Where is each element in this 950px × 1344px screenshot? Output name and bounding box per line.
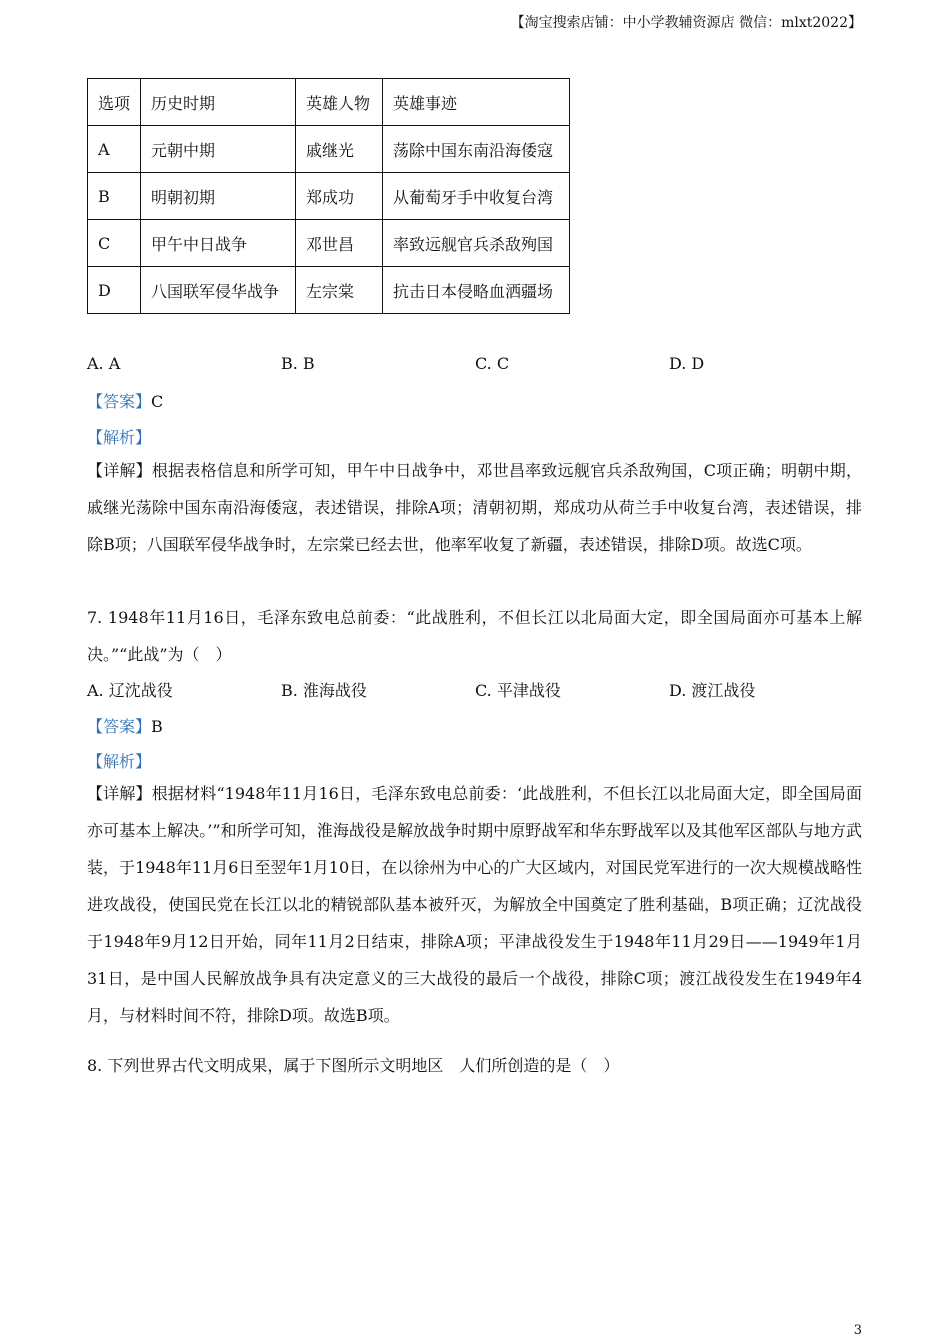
- table-cell: 八国联军侵华战争: [141, 267, 296, 314]
- answer-value: B: [151, 717, 163, 736]
- table-row: [88, 173, 570, 220]
- q7-option-b: B. 淮海战役: [281, 681, 367, 700]
- table-cell: 甲午中日战争: [141, 220, 296, 267]
- q6-option-d: D. D: [669, 354, 705, 373]
- q7-options: [87, 678, 867, 702]
- table-cell: 郑成功: [296, 173, 383, 220]
- q6-answer: [87, 389, 163, 412]
- q6-detail: [87, 452, 862, 563]
- table-cell: 元朝中期: [141, 126, 296, 173]
- table-cell: 邓世昌: [296, 220, 383, 267]
- table-header-cell: 历史时期: [141, 79, 296, 126]
- detail-tag: 【详解】: [87, 461, 152, 480]
- table-cell: B: [88, 173, 141, 220]
- table-cell: A: [88, 126, 141, 173]
- table-cell: 从葡萄牙手中收复台湾: [383, 173, 570, 220]
- q7-detail: [87, 775, 862, 1034]
- q6-option-b: B. B: [281, 354, 315, 373]
- table-header-cell: 英雄事迹: [383, 79, 570, 126]
- detail-text: 根据表格信息和所学可知，甲午中日战争中，邓世昌率致远舰官兵杀敌殉国，C项正确；明朝中期，戚继光荡除中国东南沿海倭寇，表述错误，排除A项；清朝初期，郑成功从荷兰手中收复台湾，表述错误，排除B项；八国联军侵华战争时，左宗棠已经去世，他率军收复了新疆，表述错误，排除D项。故选C项。: [87, 461, 862, 554]
- q7-question: 7. 1948年11月16日，毛泽东致电总前委：“此战胜利，不但长江以北局面大定，即全国局面亦可基本上解决。”“此战”为（ ）: [87, 608, 862, 664]
- page-number: 3: [853, 1323, 862, 1338]
- q7-option-c: C. 平津战役: [475, 681, 561, 700]
- table-cell: 荡除中国东南沿海倭寇: [383, 126, 570, 173]
- options-table: [87, 78, 570, 314]
- table-header-row: [88, 79, 570, 126]
- answer-tag: 【答案】: [87, 392, 152, 411]
- table-row: [88, 126, 570, 173]
- table-cell: 明朝初期: [141, 173, 296, 220]
- table-header-cell: 选项: [88, 79, 141, 126]
- q8-question: 8. 下列世界古代文明成果，属于下图所示文明地区 人们所创造的是（ ）: [87, 1056, 620, 1075]
- table-row: [88, 267, 570, 314]
- header-note: 【淘宝搜索店铺：中小学教辅资源店 微信：mlxt2022】: [510, 15, 862, 31]
- table-cell: 抗击日本侵略血洒疆场: [383, 267, 570, 314]
- table-header-cell: 英雄人物: [296, 79, 383, 126]
- answer-value: C: [151, 392, 164, 411]
- q7-option-d: D. 渡江战役: [669, 681, 756, 700]
- q7-answer: [87, 714, 163, 737]
- q7-analysis-tag: 【解析】: [87, 752, 152, 771]
- table-cell: C: [88, 220, 141, 267]
- q6-option-a: A. A: [87, 354, 121, 373]
- q6-analysis-tag: 【解析】: [87, 428, 152, 447]
- table-cell: 左宗棠: [296, 267, 383, 314]
- detail-tag: 【详解】: [87, 784, 152, 803]
- detail-text: 根据材料“1948年11月16日，毛泽东致电总前委：‘此战胜利，不但长江以北局面大定，即全国局面亦可基本上解决。’”和所学可知，淮海战役是解放战争时期中原野战军和华东野战军以及其他军区部队与地方武装，于1948年11月6日至翌年1月10日，在以徐州为中心的广大区域内，对国民党军进行的一次大规模战略性进攻战役，使国民党在长江以北的精锐部队基本被歼灭，为解放全中国奠定了胜利基础，B项正确；辽沈战役于1948年9月12日开始，同年11月2日结束，排除A项；平津战役发生于1948年11月29日——1949年1月31日，是中国人民解放战争具有决定意义的三大战役的最后一个战役，排除C项；渡江战役发生在1949年4月，与材料时间不符，排除D项。故选B项。: [87, 784, 862, 1025]
- answer-tag: 【答案】: [87, 717, 152, 736]
- table-cell: 率致远舰官兵杀敌殉国: [383, 220, 570, 267]
- q6-option-c: C. C: [475, 354, 510, 373]
- q7-option-a: A. 辽沈战役: [87, 681, 173, 700]
- table-cell: 戚继光: [296, 126, 383, 173]
- q6-options: [87, 354, 867, 378]
- table-cell: D: [88, 267, 141, 314]
- table-row: [88, 220, 570, 267]
